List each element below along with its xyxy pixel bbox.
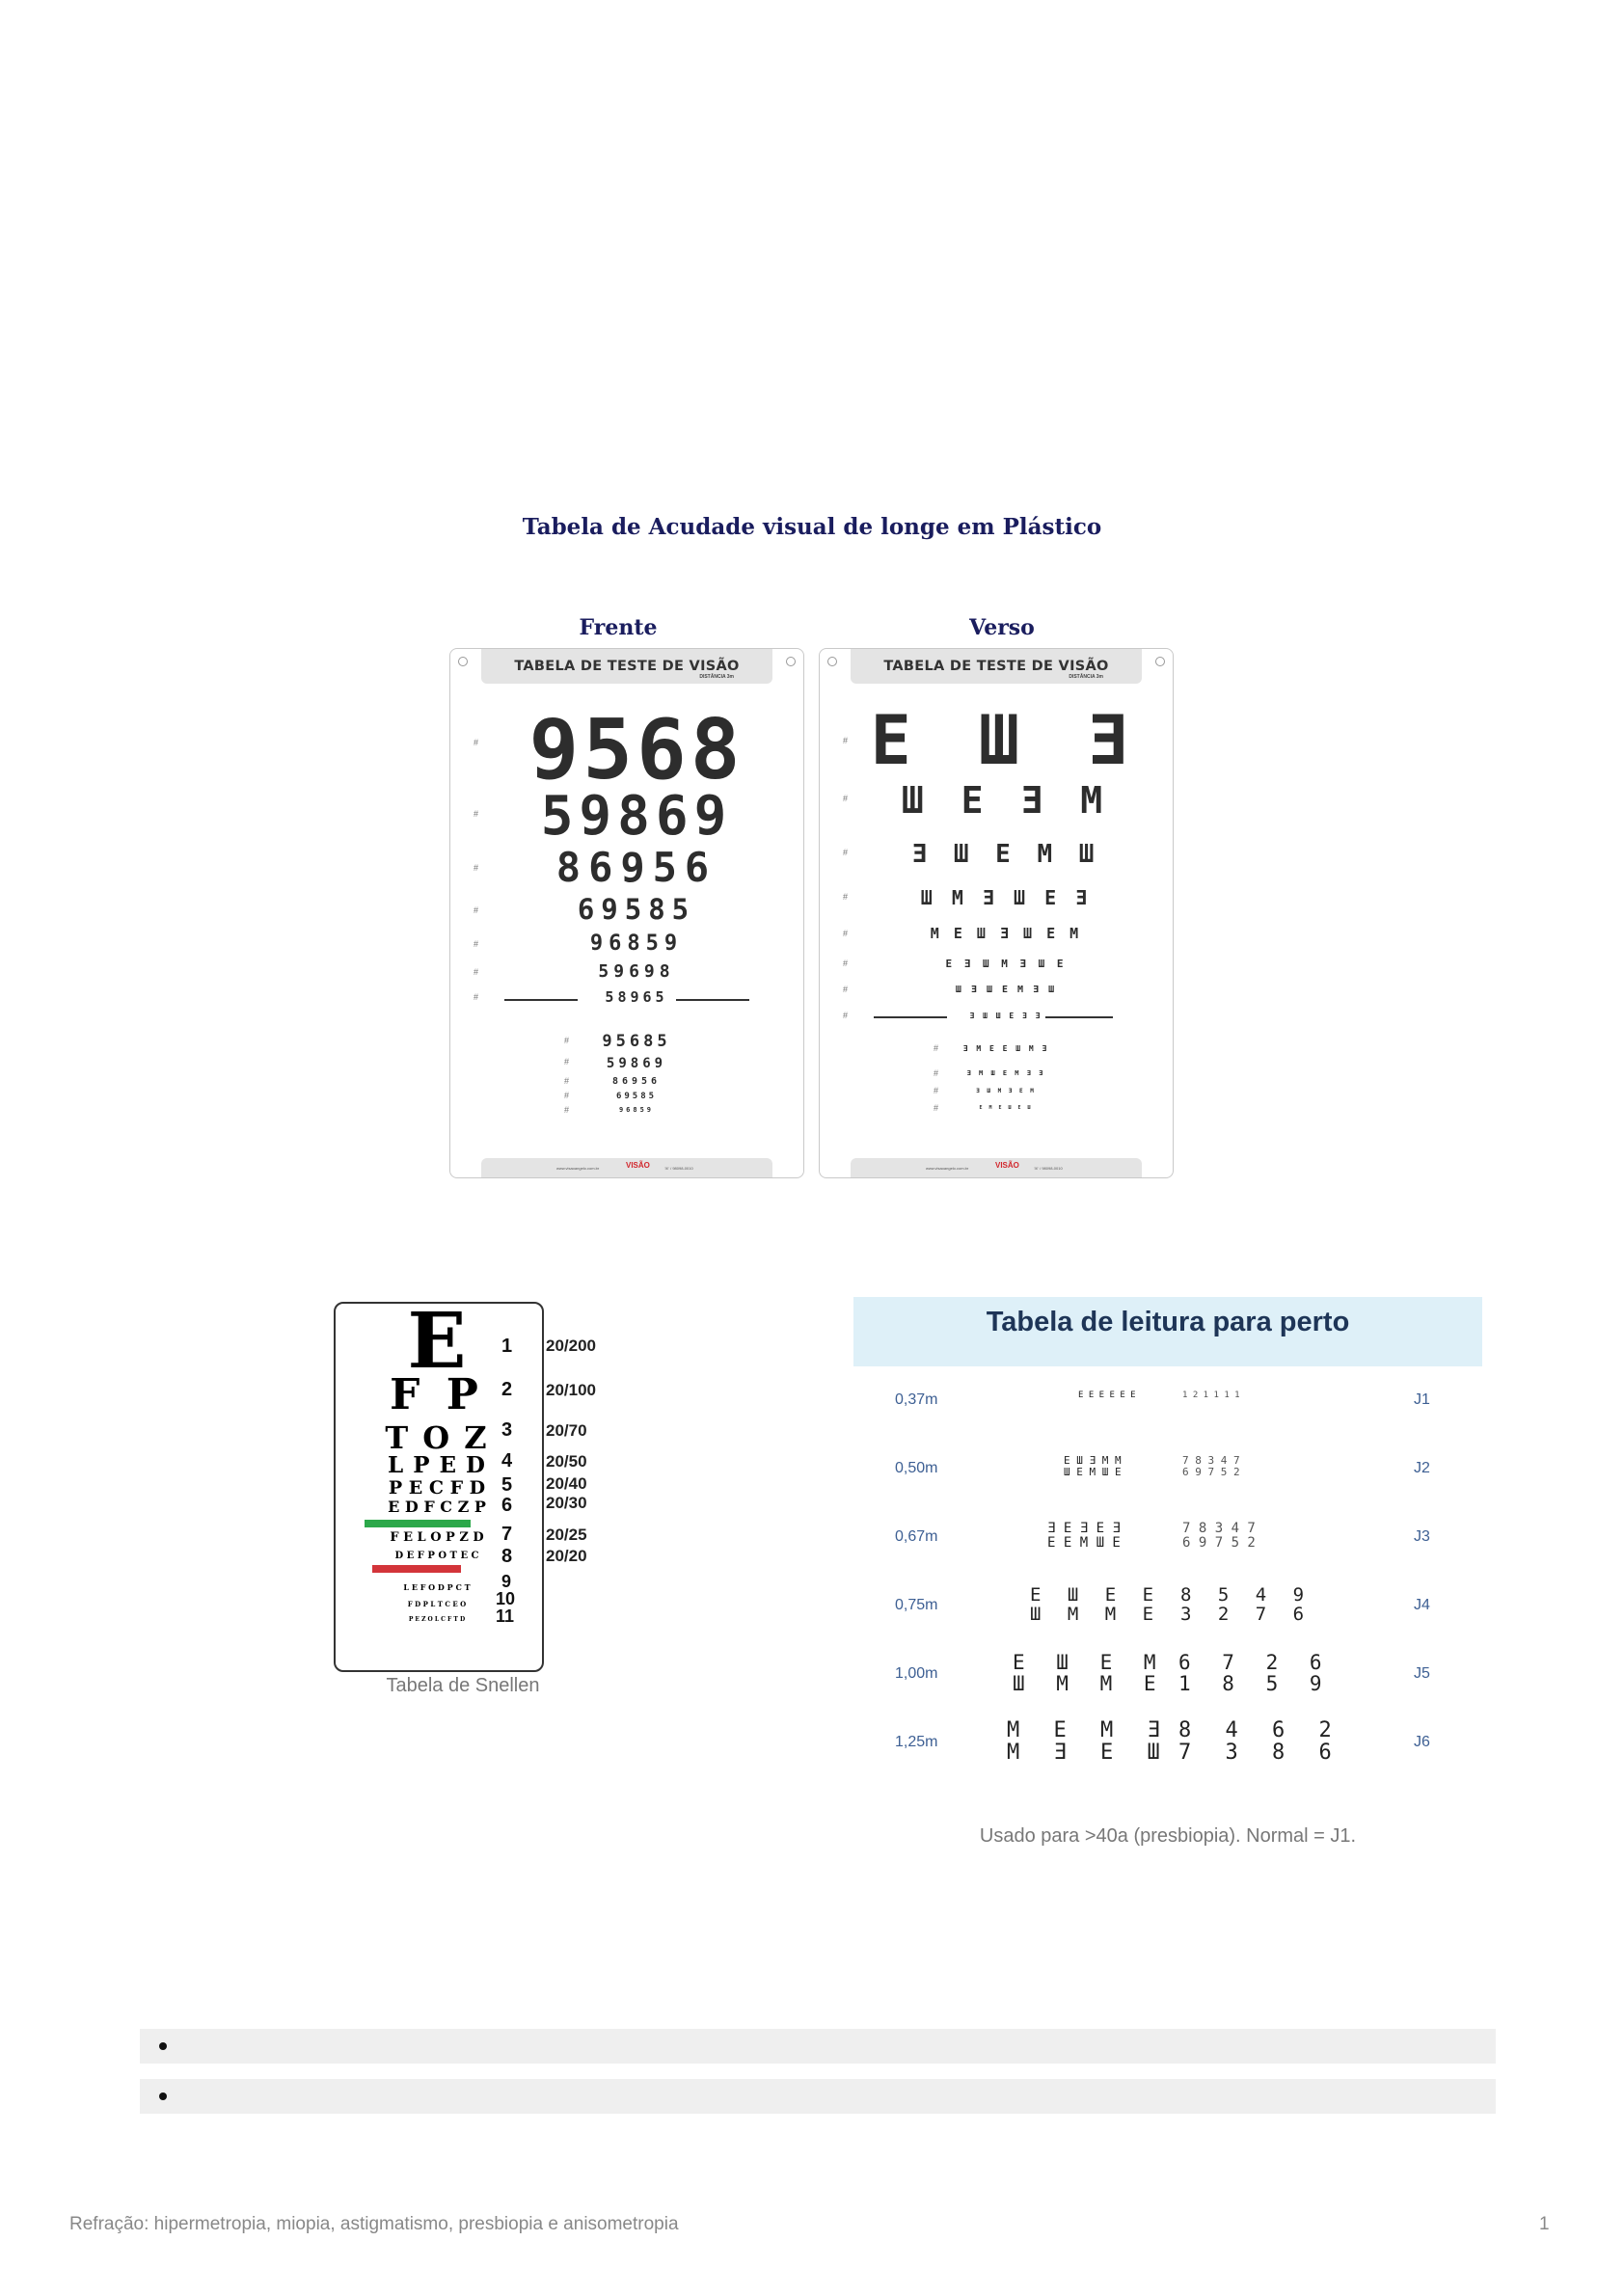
line-number: 6	[501, 1495, 513, 1516]
footer-phone: ☏ / 98098-0010	[1034, 1166, 1063, 1171]
separator-line	[676, 999, 749, 1001]
digit-line: 7 3 8 6	[1178, 1741, 1342, 1765]
acuity-label: 20/200	[546, 1336, 596, 1355]
page-title: Tabela de Acudade visual de longe em Plástico	[522, 514, 1102, 540]
acuity-label: 20/100	[546, 1381, 596, 1399]
optotype-line: E Ш E M	[1013, 1651, 1166, 1674]
acuity-label: 20/25	[546, 1526, 587, 1544]
bullet-icon	[159, 2092, 167, 2100]
jaeger-label: J2	[1414, 1460, 1430, 1476]
distance-label: 1,00m	[895, 1665, 938, 1682]
snellen-line: F D P L T C E O	[407, 1600, 467, 1608]
jaeger-label: J4	[1414, 1597, 1430, 1613]
line-number: 3	[501, 1419, 513, 1441]
chart-banner	[851, 649, 1142, 684]
chart-footer	[851, 1158, 1142, 1177]
banner-subtitle: DISTÂNCIA 3m	[699, 674, 734, 680]
list-item	[140, 2079, 1496, 2114]
footer-doc-title: Refração: hipermetropia, miopia, astigmatismo, presbiopia e anisometropia	[69, 2214, 679, 2234]
optotype-line: Ǝ E Ǝ E Ǝ	[1047, 1521, 1121, 1536]
separator-line	[1045, 1016, 1113, 1018]
optotype-line: Ш M M E	[1013, 1672, 1166, 1695]
snellen-line: L E F O D P C T	[403, 1582, 471, 1592]
near-chart-header	[853, 1297, 1482, 1366]
distance-label: 0,37m	[895, 1391, 938, 1408]
snellen-line: F P	[390, 1370, 484, 1419]
distance-label: 0,50m	[895, 1460, 938, 1476]
digit-line: 8 4 6 2	[1178, 1718, 1342, 1742]
hole-icon	[458, 657, 468, 666]
hole-icon	[1155, 657, 1165, 666]
footer-brand: VISÃO	[626, 1161, 650, 1170]
back-label: Verso	[969, 615, 1035, 640]
chart-banner	[481, 649, 772, 684]
acuity-label: 20/20	[546, 1547, 587, 1565]
acuity-label: 20/70	[546, 1421, 587, 1440]
footer-url: www.visaoangelo.com.br	[926, 1166, 969, 1171]
red-bar	[372, 1565, 461, 1573]
front-label: Frente	[579, 615, 658, 640]
optotype-line: E E E E E E	[1078, 1390, 1136, 1400]
digit-line: 1 2 1 1 1 1	[1182, 1390, 1240, 1400]
near-chart-title: Tabela de leitura para perto	[986, 1307, 1350, 1337]
line-number: 11	[496, 1606, 515, 1626]
separator-line	[504, 999, 578, 1001]
digit-line: 3 2 7 6	[1180, 1604, 1313, 1625]
optotype-line: Ш E M Ш E	[1064, 1466, 1122, 1478]
digit-line: 1 8 5 9	[1178, 1672, 1332, 1695]
optotype-line: E Ш E E	[1030, 1584, 1162, 1606]
line-number: 1	[501, 1336, 513, 1357]
separator-line	[874, 1016, 947, 1018]
acuity-label: 20/50	[546, 1452, 587, 1471]
snellen-line: L P E D	[388, 1452, 486, 1478]
banner-title: TABELA DE TESTE DE VISÃO	[883, 659, 1109, 674]
snellen-line: P E C F D	[388, 1477, 486, 1498]
digit-line: 7 8 3 4 7	[1182, 1521, 1256, 1536]
acuity-label: 20/40	[546, 1474, 587, 1493]
digit-line: 8 5 4 9	[1180, 1584, 1313, 1606]
list-item	[140, 2029, 1496, 2064]
footer-url: www.visaoangelo.com.br	[556, 1166, 600, 1171]
optotype-line: M Ǝ E Ш	[1007, 1741, 1171, 1765]
bullet-icon	[159, 2042, 167, 2050]
line-number: 5	[501, 1474, 513, 1496]
optotype-line: M E M Ǝ	[1007, 1718, 1171, 1742]
distance-label: 0,75m	[895, 1597, 938, 1613]
line-number: 10	[496, 1589, 516, 1608]
snellen-line: D E F P O T E C	[394, 1551, 479, 1561]
distance-label: 0,67m	[895, 1528, 938, 1545]
line-number: 4	[501, 1450, 513, 1472]
optotype-line: E Ш Ǝ M M	[1064, 1454, 1122, 1467]
green-bar	[365, 1520, 471, 1527]
near-caption: Usado para >40a (presbiopia). Normal = J1.	[979, 1825, 1357, 1847]
chart-footer	[481, 1158, 772, 1177]
banner-title: TABELA DE TESTE DE VISÃO	[514, 659, 740, 674]
snellen-line: F E L O P Z D	[390, 1530, 484, 1545]
hole-icon	[786, 657, 796, 666]
digit-line: 7 8 3 4 7	[1182, 1454, 1240, 1467]
line-number: 7	[501, 1524, 513, 1545]
jaeger-label: J6	[1414, 1734, 1430, 1750]
footer-brand: VISÃO	[995, 1161, 1019, 1170]
line-number: 2	[501, 1379, 513, 1400]
optotype-line: E E M Ш E	[1047, 1535, 1121, 1551]
banner-subtitle: DISTÂNCIA 3m	[1069, 674, 1103, 680]
jaeger-label: J3	[1414, 1528, 1430, 1545]
optotype-line: Ш M M E	[1030, 1604, 1162, 1625]
footer-phone: ☏ / 98098-0010	[664, 1166, 693, 1171]
line-number: 8	[501, 1546, 513, 1567]
snellen-line: T O Z	[385, 1419, 489, 1456]
hole-icon	[827, 657, 837, 666]
snellen-line: E D F C Z P	[388, 1498, 486, 1516]
snellen-caption: Tabela de Snellen	[386, 1675, 540, 1696]
page-number: 1	[1539, 2214, 1550, 2234]
digit-line: 6 9 7 5 2	[1182, 1535, 1256, 1551]
snellen-line: P E Z O L C F T D	[408, 1616, 466, 1623]
back-chart: TABELA DE TESTE DE VISÃO DISTÂNCIA 3m # E Ш Ǝ # Ш E Ǝ M # Ǝ Ш E M Ш # Ш M Ǝ Ш E Ǝ # M E Ш Ǝ Ш E M # E Ǝ Ш M Ǝ Ш E # Ш Ǝ Ш E M Ǝ Ш # Ǝ Ш Ш E Ǝ Ǝ # Ǝ M E E Ш M Ǝ # Ǝ M Ш E M Ǝ Ǝ # Ǝ Ш M Ǝ E M # E M E Ш E Ш www.visaoangelo.com.br VISÃO ☏ / 98098-0010	[819, 648, 1174, 1178]
digit-line: 6 9 7 5 2	[1182, 1466, 1240, 1478]
jaeger-label: J1	[1414, 1391, 1430, 1408]
front-chart: TABELA DE TESTE DE VISÃO DISTÂNCIA 3m # 9568 # 59869 # 86956 # 69585 # 96859 # 59698 # 58965 # 95685 # 59869 # 86956 # 69585 # 96859 www.visaoangelo.com.br VISÃO ☏ / 98098-0010	[449, 648, 804, 1178]
snellen-line: E	[407, 1295, 467, 1386]
distance-label: 1,25m	[895, 1734, 938, 1750]
line-number: 9	[501, 1572, 512, 1591]
jaeger-label: J5	[1414, 1665, 1430, 1682]
acuity-label: 20/30	[546, 1494, 587, 1512]
digit-line: 6 7 2 6	[1178, 1651, 1332, 1674]
